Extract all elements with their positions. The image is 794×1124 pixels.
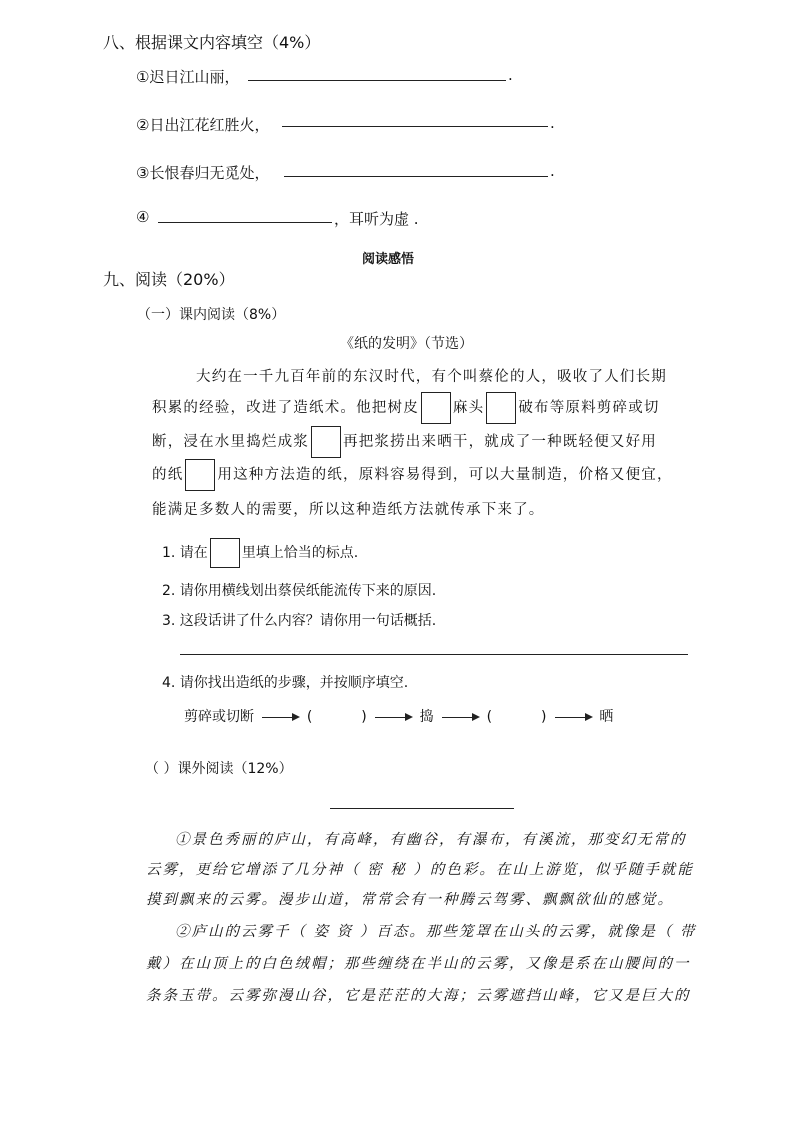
fill-item-2-end: . <box>550 114 555 132</box>
fill-item-1-end: . <box>508 66 513 84</box>
step-5: 晒 <box>599 709 614 725</box>
punctuation-box-2[interactable] <box>486 392 516 424</box>
fill-item-1-label: ①迟日江山丽， <box>136 68 240 86</box>
passage-title: 《纸的发明》（节选） <box>340 336 473 352</box>
passage-line-4b: 用这种方法造的纸，原料容易得到，可以大量制造，价格又便宜， <box>217 467 673 483</box>
section8-heading: 八、根据课文内容填空（4%） <box>103 33 321 52</box>
step-2-open: ( <box>306 709 313 725</box>
passage-line-4a: 的纸 <box>152 467 184 483</box>
section9-heading: 九、阅读（20%） <box>103 270 235 289</box>
punctuation-box-4[interactable] <box>185 459 215 491</box>
section-title: 阅读感悟 <box>362 252 415 267</box>
step-1: 剪碎或切断 <box>184 709 254 725</box>
question-4: 4. 请你找出造纸的步骤，并按顺序填空. <box>162 675 409 691</box>
part2-p1-line-1: ①景色秀丽的庐山，有高峰，有幽谷，有瀑布，有溪流，那变幻无常的 <box>175 832 687 848</box>
question-1-box <box>210 538 240 568</box>
passage-line-2b: 麻头 <box>452 400 485 416</box>
fill-item-4-label: ④ <box>136 208 150 226</box>
fill-item-4-blank[interactable] <box>158 222 332 223</box>
passage-line-4 <box>152 459 673 491</box>
part2-heading: （ ）课外阅读（12%） <box>145 761 293 777</box>
fill-item-3-end: . <box>550 162 555 180</box>
fill-item-2-label: ②日出江花红胜火， <box>136 116 270 134</box>
part2-title-line[interactable] <box>330 808 514 809</box>
passage-line-3b: 再把浆捞出来晒干，就成了一种既轻便又好用 <box>343 434 657 450</box>
part2-p2-line-3: 条条玉带。云雾弥漫山谷，它是茫茫的大海；云雾遮挡山峰，它又是巨大的 <box>146 988 691 1004</box>
arrow-4-icon <box>555 717 591 718</box>
part2-p1-line-3: 摸到飘来的云雾。漫步山道，常常会有一种腾云驾雾、飘飘欲仙的感觉。 <box>146 892 674 908</box>
step-4-open: ( <box>486 709 493 725</box>
fill-item-2-blank[interactable] <box>282 126 548 127</box>
punctuation-box-3[interactable] <box>311 426 341 458</box>
fill-item-3-blank[interactable] <box>284 176 548 177</box>
passage-line-3 <box>152 426 657 458</box>
part1-heading: （一）课内阅读（8%） <box>137 307 286 323</box>
passage-line-2 <box>152 392 660 424</box>
fill-item-4-end: ，耳听为虚 . <box>334 210 419 228</box>
punctuation-box-1[interactable] <box>421 392 451 424</box>
step-3: 捣 <box>419 709 434 725</box>
passage-line-2a: 积累的经验，改进了造纸术。他把树皮 <box>152 400 419 416</box>
arrow-3-icon <box>442 717 478 718</box>
passage-line-1: 大约在一千九百年前的东汉时代，有个叫蔡伦的人，吸收了人们长期 <box>196 369 667 385</box>
question-1-a: 1. 请在 <box>162 545 208 561</box>
question-3: 3. 这段话讲了什么内容？请你用一句话概括. <box>162 613 437 629</box>
arrow-2-icon <box>375 717 411 718</box>
question-2: 2. 请你用横线划出蔡侯纸能流传下来的原因. <box>162 583 437 599</box>
part2-p2-line-2: 戴）在山顶上的白色绒帽；那些缠绕在半山的云雾，又像是系在山腰间的一 <box>146 956 691 972</box>
part2-p1-line-2: 云雾，更给它增添了几分神（ 密 秘 ）的色彩。在山上游览，似乎随手就能 <box>146 862 694 878</box>
question-3-answer-line[interactable] <box>180 654 688 655</box>
question-1 <box>162 538 358 568</box>
steps-row <box>184 706 613 726</box>
step-4-close: ) <box>540 709 547 725</box>
part2-p2-line-1: ②庐山的云雾千（ 姿 资 ）百态。那些笼罩在山头的云雾，就像是（ 带 <box>175 924 697 940</box>
passage-line-2c: 破布等原料剪碎或切 <box>518 400 660 416</box>
fill-item-1-blank[interactable] <box>248 80 506 81</box>
passage-line-5: 能满足多数人的需要，所以这种造纸方法就传承下来了。 <box>152 502 545 518</box>
fill-item-3-label: ③长恨春归无觅处， <box>136 164 270 182</box>
question-1-b: 里填上恰当的标点. <box>241 545 359 561</box>
arrow-1-icon <box>262 717 298 718</box>
step-2-close: ) <box>361 709 367 725</box>
passage-line-3a: 断，浸在水里捣烂成浆 <box>152 434 309 450</box>
